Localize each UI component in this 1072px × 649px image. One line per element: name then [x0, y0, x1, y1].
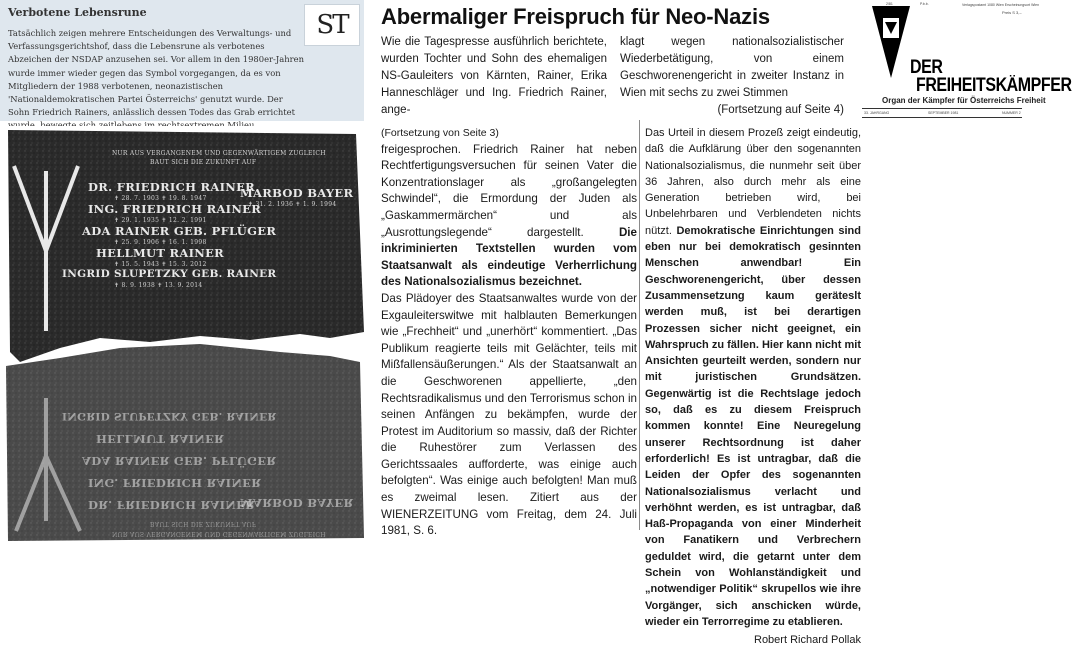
gravestone-photo [0, 126, 366, 543]
masthead-pbb: P.b.b. [920, 2, 929, 6]
info-card [0, 0, 364, 121]
body-column-left [381, 125, 637, 540]
masthead-postal: Verlagspostamt 1080 Wien Erscheinungsort Wien [962, 3, 1040, 7]
reflection-name-5: INGRID SLUPETZKY GEB. RAINER [62, 410, 277, 422]
reflection-inscription-2: BAUT SICH DIE ZUKUNFT AUF [150, 520, 257, 527]
stone-name-1: DR. FRIEDRICH RAINER [88, 180, 256, 194]
inscription-line-2: BAUT SICH DIE ZUKUNFT AUF [150, 159, 257, 166]
stone-name-2: ING. FRIEDRICH RAINER [88, 202, 262, 216]
stone-name-4: HELLMUT RAINER [96, 246, 225, 260]
intro-right-text: klagt wegen nationalsozialistischer Wiederbetätigung, von einem Geschworenengericht in zweiter Instanz in Wien mit sechs zu zwei Stimmen [620, 36, 844, 99]
intro-left-text: Wie die Tagespresse ausführlich berichtete, wurden Tochter und Sohn des ehemaligen NS-Gauleiters von Kärnten, Rainer, Erika Hanneschläger und Ing. Friedrich Rainer, ange- [381, 36, 607, 116]
reflection-name-1: DR. FRIEDRICH RAINER [88, 498, 256, 512]
masthead-volume: 33. JAHRGANG [864, 111, 890, 115]
column-divider [639, 120, 640, 530]
reflection-name-2: ING. FRIEDRICH RAINER [88, 476, 262, 490]
masthead-subtitle: Organ der Kämpfer für Österreichs Freiheit [882, 96, 1046, 105]
body-b-p1: Das Urteil in diesem Prozeß zeigt eindeutig, daß die Aufklärung über den sogenannten Nationalsozialismus, die nunmehr seit über 36 Jahren, also durch mehr als eine Generation betrieben wird, bei Unbelehrbaren und Verblendeten nichts nützt. [645, 127, 861, 237]
stone-name-3: ADA RAINER GEB. PFLÜGER [82, 224, 277, 238]
reflection-inscription-1: NUR AUS VERGANGENEM UND GEGENWÄRTIGEM ZUGLEICH [112, 530, 326, 537]
continued-to-note: (Fortsetzung auf Seite 4) [717, 103, 844, 116]
stone-dates-2: ✝ 29. 1. 1935 ✝ 12. 2. 1991 [114, 217, 207, 224]
body-column-right [645, 125, 861, 649]
info-card-text: Tatsächlich zeigen mehrere Entscheidungen des Verwaltungs- und Verfassungsgerichtshof, dass die Lebensrune als verbotenes Abzeichen der NSDAP anzusehen sei. Vor allem in den 1980er-Jahren wurde immer wieder gegen das Symbol vorgegangen, da es von Mitgliedern der 1988 verbotenen, neonazistischen 'Nationaldemokratischen Partei Österreichs' genutzt wurde. Der Sohn Friedrich Rainers, anlässlich dessen Todes das Grab errichtet [8, 28, 304, 118]
st-logo [304, 4, 360, 46]
masthead-issue-code: 2/81 [886, 2, 893, 6]
article-headline: Abermaliger Freispruch für Neo-Nazis [381, 4, 770, 29]
st-logo-text: ST [316, 10, 348, 40]
shield-emblem-icon [870, 4, 912, 80]
reflection-name-3: ADA RAINER GEB. PFLÜGER [82, 454, 277, 468]
intro-column-right [620, 34, 844, 119]
intro-column-left [381, 34, 607, 119]
masthead-number: NUMMER 2 [1002, 111, 1021, 115]
masthead-price: Preis S 3,– [1002, 10, 1022, 15]
masthead-rule-top [862, 108, 1022, 109]
body-a-p3: Das Plädoyer des Staatsanwaltes wurde von der Exgauleiterswitwe mit halblauten Bemerkungen wie „Frechheit“ und „unerhört“ kommentiert. „Das Publikum reagierte teils mit Gelächter, teils mit Mißfallensäußerungen.“ Als der Staatsanwalt an die Geschworenen appellierte, „den Rechtsradikalismus und den Terrorismus schon in seinen Anfängen zu bekämpfen, wurde der Protest im Auditorium so massiv, daß der Richter die Ruhestörer zum Verlassen des Gerichtssaales aufforderte, was einige auch befolgten“. Was einige auch befolgten! Man muß es zweimal lesen. Zitiert aus der WIENERZEITUNG vom Freitag, dem 24. Juli 1981, S. 6. [381, 291, 637, 538]
info-card-title: Verbotene Lebensrune [8, 6, 147, 19]
masthead-date: SEPTEMBER 1981 [928, 111, 959, 115]
body-a-p2: Die inkriminierten Textstellen wurden vom Staatsanwalt als eindeutige Verherrlichung des Nationalsozialismus bezeichnet. [381, 225, 637, 289]
stone-side-dates: ✝ 31. 2. 1936 ✝ 1. 9. 1994 [248, 201, 337, 208]
stone-side-name: MARBOD BAYER [240, 186, 354, 200]
newspaper-masthead [862, 0, 1072, 130]
reflection-name-4: HELLMUT RAINER [96, 432, 225, 446]
continued-from-note: (Fortsetzung von Seite 3) [381, 127, 499, 139]
masthead-title: FREIHEITSKÄMPFER [916, 75, 1072, 96]
body-b-p3: Es ist untragbar, daß die Leiden der Opfer des sogenannten Nationalsozialismus verlacht und verhöhnt werden, es ist untragbar, daß Haß-Propaganda von einer Minderheit von Fanatikern und Verbrechern geduldet wird, die getarnt unter dem Schein von Wohlanständigkeit und „notwendiger Politik“ skrupellos wie ihre Vorgänger, sich anschicken würde, wieder ein Terrorregime zu etablieren. [645, 452, 861, 628]
masthead-title-der: DER [910, 57, 943, 78]
reflection-side-name: MARBOD BAYER [240, 496, 354, 510]
stone-dates-5: ✝ 8. 9. 1938 ✝ 13. 9. 2014 [114, 282, 203, 289]
article-author: Robert Richard Pollak [754, 634, 861, 647]
inscription-line-1: NUR AUS VERGANGENEM UND GEGENWÄRTIGEM ZUGLEICH [112, 150, 326, 157]
stone-name-5: INGRID SLUPETZKY GEB. RAINER [62, 268, 277, 280]
stone-dates-4: ✝ 15. 5. 1943 ✝ 15. 3. 2012 [114, 261, 207, 268]
stone-dates-1: ✝ 28. 7. 1903 ✝ 19. 8. 1947 [114, 195, 207, 202]
stone-dates-3: ✝ 25. 9. 1906 ✝ 16. 1. 1998 [114, 239, 207, 246]
masthead-rule-bottom [862, 117, 1022, 118]
body-a-p1: freigesprochen. Friedrich Rainer hat neben Rechtfertigungsversuchen für seinen Vater die Konzentrationslager als „großangelegten Schwindel“, die Ermordung der Juden als „Gaskammermärchen“ und als „Ausrottungslegende“ dargestellt. [381, 142, 637, 239]
body-b-p2: Demokratische Einrichtungen sind eben nur bei demokratisch gesinnten Menschen anwendbar! Ein Geschworenengericht, über dessen Zusammensetzung kaum geräteslt werden muß, ist bei derartigen Prozessen sicher nicht geeignet, ein Wahrspruch zu fällen. Hier kann nicht mit Ansichten geurteilt werden, sondern nur mit juristischen Grundsätzen. Gegenwärtig ist die Rechtslage jedoch so, daß es zu diesem Freispruch kommen konnte! Eine Neuregelung unserer Rechtsordnung ist daher erforderlich! [645, 224, 861, 465]
